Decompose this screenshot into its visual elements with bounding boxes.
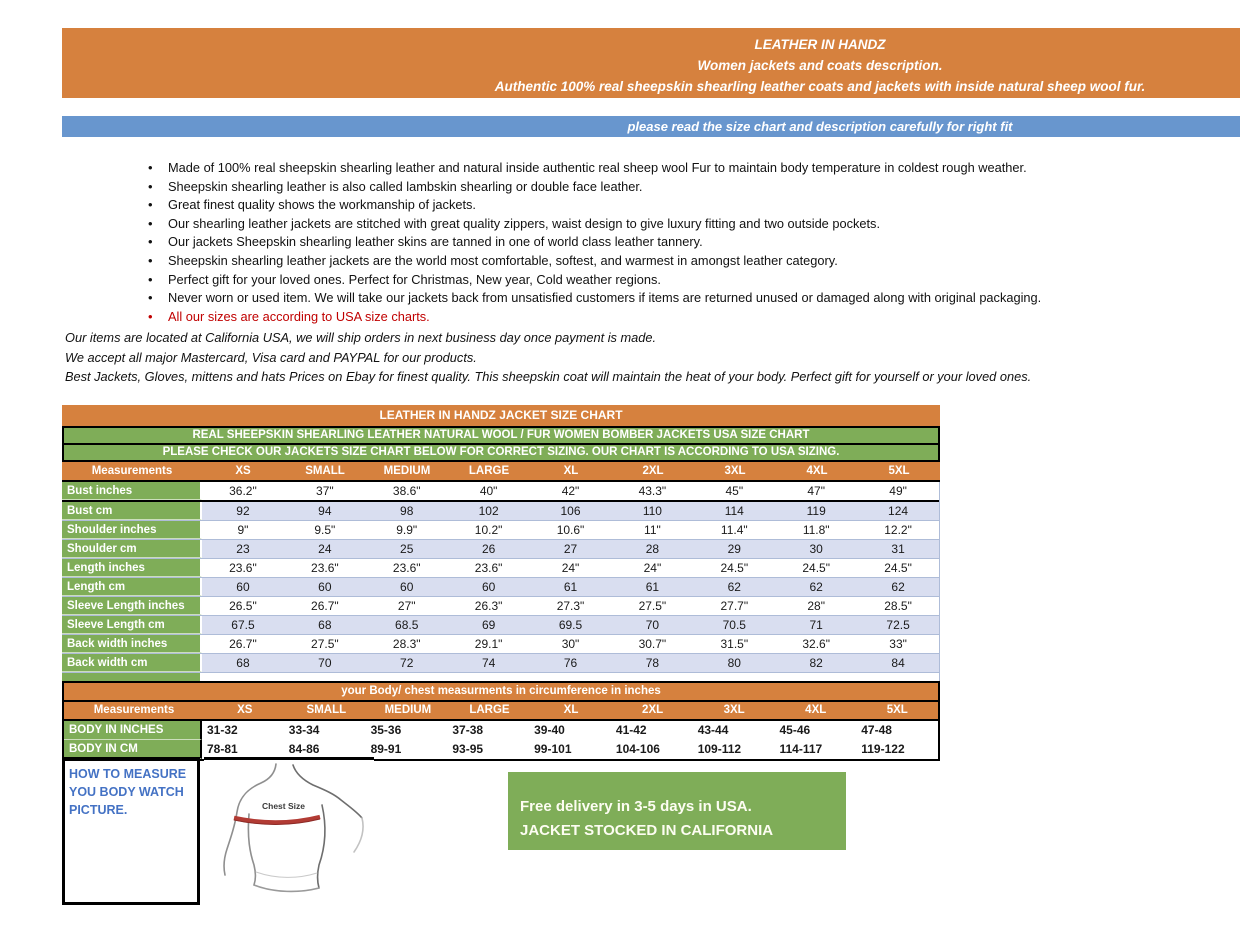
row-label: Sleeve Length cm: [62, 616, 202, 634]
value-cell: 37-38: [452, 723, 484, 737]
intro-line: We accept all major Mastercard, Visa card and PAYPAL for our products.: [65, 349, 477, 365]
row-label: Shoulder cm: [62, 540, 202, 558]
bullet-item: [148, 178, 1178, 197]
body-chart-header-row: [64, 702, 938, 721]
value-cell: 72: [400, 656, 414, 670]
value-cell: 76: [563, 656, 578, 670]
header-cell-size: MEDIUM: [383, 465, 431, 477]
bullet-item-text: Our jackets Sheepskin shearling leather skins are tanned in one of world class leather tannery.: [168, 234, 703, 250]
header-cell-size: 5XL: [888, 465, 910, 477]
size-chart-row: [62, 502, 939, 521]
title-banner: [62, 28, 1240, 98]
size-header-group: [202, 462, 940, 480]
row-label: Length cm: [62, 578, 202, 596]
bullet-item: [148, 233, 1178, 252]
value-cell: 28": [807, 599, 825, 613]
header-cell-size: LARGE: [468, 465, 510, 477]
header-cell-size: XS: [235, 465, 251, 477]
value-cell: 106: [560, 504, 581, 518]
bullet-item: [148, 289, 1178, 308]
bullet-item-text: Never worn or used item. We will take our jackets back from unsatisfied customers if items are returned unused or damaged along with original packaging.: [168, 290, 1042, 306]
body-chart-row: [64, 721, 938, 740]
torso-sketch: [204, 760, 374, 905]
value-cell: 38.6": [392, 484, 421, 498]
value-cell: 33": [889, 637, 907, 651]
value-cell: 49": [889, 484, 907, 498]
bullet-item-text: Perfect gift for your loved ones. Perfect for Christmas, New year, Cold weather regions.: [168, 271, 661, 287]
value-cell: 61: [563, 580, 578, 594]
size-chart-subtitle-2: PLEASE CHECK OUR JACKETS SIZE CHART BELOW FOR CORRECT SIZING. OUR CHART IS ACCORDING TO USA SIZING.: [62, 443, 940, 462]
row-label: BODY IN INCHES: [64, 721, 202, 740]
delivery-line-1: Free delivery in 3-5 days in USA.: [520, 798, 752, 815]
bullet-icon: [148, 308, 168, 327]
value-cell: 39-40: [534, 723, 565, 737]
size-header-group: [204, 702, 938, 719]
bullet-icon: [148, 196, 168, 215]
value-cell: 45": [725, 484, 744, 498]
value-cell: 40": [479, 484, 498, 498]
value-cell: 24": [643, 561, 662, 575]
feature-bullet-list-highlight: [148, 308, 1178, 327]
value-cell: 30: [809, 542, 823, 556]
value-cell: 80: [727, 656, 741, 670]
value-cell: 29.1": [474, 637, 503, 651]
value-cell: 98: [400, 504, 414, 518]
header-cell-size: 4XL: [806, 465, 828, 477]
size-chart-row: [62, 578, 939, 597]
value-cell: 28: [645, 542, 660, 556]
value-cell: 23.6": [474, 561, 503, 575]
bullet-item-text: Sheepskin shearling leather jackets are the world most comfortable, softest, and warmest in amongst leather category.: [168, 252, 838, 268]
value-cell: 84-86: [288, 742, 320, 756]
value-cell: 62: [891, 580, 905, 594]
value-cell: 27.7": [720, 599, 749, 613]
bullet-item-text: Made of 100% real sheepskin shearling leather and natural inside authentic real sheep wool Fur to maintain body temperature in coldest rough weather.: [168, 160, 1027, 175]
value-cell: 23.6": [311, 561, 339, 575]
value-cell: 72.5: [886, 618, 910, 632]
value-cell: 11": [644, 523, 661, 537]
value-cell: 32.6": [802, 637, 830, 651]
value-cell: 27.5": [638, 599, 667, 613]
value-cell: 109-112: [697, 742, 742, 756]
row-label: Shoulder inches: [62, 521, 202, 539]
header-cell-size: 2XL: [642, 704, 664, 716]
value-cell: 11.8": [802, 523, 830, 537]
size-chart-rows: [62, 482, 940, 673]
value-cell: 26.5": [229, 599, 257, 613]
size-chart-row: [62, 654, 939, 673]
row-label: Bust cm: [62, 502, 202, 520]
value-cell: 30.7": [638, 637, 667, 651]
delivery-line-2: JACKET STOCKED IN CALIFORNIA: [520, 822, 774, 839]
value-cell: 10.2": [474, 523, 503, 537]
value-cell: 114: [724, 504, 744, 518]
header-cell-size: XL: [563, 465, 579, 477]
value-cell: 31.5": [720, 637, 749, 651]
value-cell: 24.5": [802, 561, 830, 575]
value-cell: 71: [809, 618, 823, 632]
header-cell-size: 4XL: [805, 704, 827, 716]
value-cell: 69.5: [558, 618, 583, 632]
size-chart-title: LEATHER IN HANDZ JACKET SIZE CHART: [62, 405, 940, 426]
value-cell: 37": [316, 484, 334, 498]
bullet-item: [148, 159, 1178, 178]
size-chart-row: [62, 521, 939, 540]
value-cell: 68.5: [395, 618, 419, 632]
bullet-item-text: Sheepskin shearling leather is also called lambskin shearling or double face leather.: [168, 178, 643, 194]
value-cell: 23: [236, 542, 250, 556]
value-cell: 27: [563, 542, 578, 556]
size-chart-header-row: [62, 462, 940, 482]
value-cell: 60: [318, 580, 332, 594]
value-cell: 60: [236, 580, 250, 594]
intro-line: Our items are located at California USA, we will ship orders in next business day once payment is made.: [65, 330, 657, 345]
value-cell: 9": [237, 523, 249, 537]
value-cell: 94: [318, 504, 332, 518]
size-chart-row: [62, 635, 939, 654]
value-cell: 26.7": [311, 599, 339, 613]
value-cell: 70: [645, 618, 660, 632]
value-cell: 43-44: [697, 723, 729, 737]
bullet-item-text: Our shearling leather jackets are stitched with great quality zippers, waist design to give luxury fitting and two outside pockets.: [168, 215, 881, 231]
value-cell: 60: [481, 580, 496, 594]
row-label: Bust inches: [62, 482, 202, 500]
bullet-item: [148, 215, 1178, 234]
bullet-icon: [148, 215, 168, 234]
intro-paragraph: [65, 328, 1215, 387]
value-cell: 27.3": [556, 599, 585, 613]
value-cell: 12.2": [884, 523, 912, 537]
body-measurement-chart: [62, 681, 940, 761]
value-cell: 110: [642, 504, 662, 518]
header-cell-size: 2XL: [642, 465, 664, 477]
bullet-icon: [148, 178, 168, 197]
banner-description: Authentic 100% real sheepskin shearling leather coats and jackets with inside natural sheep wool fur.: [494, 79, 1146, 94]
value-cell: 31-32: [207, 723, 238, 737]
value-cell: 26.7": [229, 637, 257, 651]
value-cell: 24.5": [884, 561, 912, 575]
value-cell: 68: [318, 618, 332, 632]
value-cell: 99-101: [534, 742, 572, 756]
bullet-icon: [148, 159, 168, 178]
value-cell: 84: [891, 656, 905, 670]
chest-size-label: Chest Size: [262, 801, 305, 811]
value-cell: 70: [318, 656, 332, 670]
bullet-item-text: Great finest quality shows the workmanship of jackets.: [168, 197, 476, 213]
value-cell: 23.6": [392, 561, 421, 575]
bullet-icon: [148, 252, 168, 271]
value-cell: 102: [478, 504, 499, 518]
intro-line: Best Jackets, Gloves, mittens and hats Prices on Ebay for finest quality. This sheepskin coat will maintain the heat of your body. Perfect gift for yourself or your loved ones.: [65, 369, 1032, 384]
value-cell: 62: [809, 580, 823, 594]
row-label: Sleeve Length inches: [62, 597, 202, 615]
value-cell: 114-117: [779, 742, 823, 756]
header-cell-size: XS: [237, 704, 253, 716]
value-cell: 9.9": [396, 523, 418, 537]
how-to-measure-box: HOW TO MEASURE YOU BODY WATCH PICTURE.: [62, 757, 200, 905]
value-cell: 119-122: [861, 742, 905, 756]
brand-title: LEATHER IN HANDZ: [754, 37, 886, 52]
value-cell: 36.2": [229, 484, 257, 498]
header-cell-size: MEDIUM: [384, 704, 432, 716]
value-cell: 78-81: [207, 742, 238, 756]
size-chart-row: [62, 559, 939, 578]
value-cell: 74: [481, 656, 496, 670]
bullet-icon: [148, 233, 168, 252]
size-notice-bar: please read the size chart and description carefully for right fit: [62, 116, 1240, 137]
size-chart-row: [62, 597, 939, 616]
jacket-size-chart: [62, 405, 940, 689]
header-cell-size: LARGE: [469, 704, 510, 716]
bottom-section: [62, 757, 846, 905]
value-cell: 60: [400, 580, 414, 594]
value-cell: 93-95: [452, 742, 484, 756]
row-label: Length inches: [62, 559, 202, 577]
value-cell: 28.5": [884, 599, 912, 613]
value-cell: 35-36: [370, 723, 402, 737]
value-cell: 119: [806, 504, 826, 518]
value-cell: 25: [400, 542, 414, 556]
feature-bullet-list: [148, 159, 1178, 308]
header-cell-size: 3XL: [724, 465, 746, 477]
value-cell: 23.6": [229, 561, 257, 575]
bullet-item: [148, 252, 1178, 271]
value-cell: 11.4": [720, 523, 748, 537]
value-cell: 45-46: [779, 723, 811, 737]
value-cell: 61: [645, 580, 660, 594]
value-cell: 67.5: [231, 618, 255, 632]
value-cell: 47": [807, 484, 825, 498]
value-cell: 70.5: [722, 618, 746, 632]
body-diagram: [204, 757, 374, 905]
bullet-item: [148, 196, 1178, 215]
size-chart-row: [62, 616, 939, 635]
header-cell-measurements: Measurements: [91, 465, 173, 477]
row-label: BODY IN CM: [64, 740, 202, 759]
value-cell: 28.3": [392, 637, 421, 651]
header-cell-size: XL: [563, 704, 579, 716]
bullet-item-text: All our sizes are according to USA size charts.: [168, 309, 430, 324]
row-label: Back width cm: [62, 654, 202, 672]
value-cell: 29: [727, 542, 741, 556]
header-cell-size: 5XL: [886, 704, 908, 716]
bullet-icon: [148, 271, 168, 290]
value-cell: 26: [481, 542, 496, 556]
value-cell: 104-106: [615, 742, 660, 756]
value-cell: 68: [236, 656, 250, 670]
header-cell-size: 3XL: [723, 704, 745, 716]
banner-subtitle: Women jackets and coats description.: [697, 58, 943, 73]
value-cell: 78: [645, 656, 660, 670]
size-chart-row: [62, 540, 939, 559]
header-cell-measurements: Measurements: [93, 704, 175, 716]
value-cell: 30": [561, 637, 580, 651]
value-cell: 24": [561, 561, 580, 575]
value-cell: 43.3": [638, 484, 667, 498]
value-cell: 47-48: [861, 723, 892, 737]
bullet-icon: [148, 289, 168, 308]
value-cell: 82: [809, 656, 823, 670]
size-chart-subtitle-1: REAL SHEEPSKIN SHEARLING LEATHER NATURAL WOOL / FUR WOMEN BOMBER JACKETS USA SIZE CHART: [62, 426, 940, 445]
size-chart-row: [62, 482, 939, 502]
header-cell-size: SMALL: [305, 465, 345, 477]
value-cell: 124: [888, 504, 909, 518]
value-cell: 41-42: [615, 723, 647, 737]
body-chart-title: your Body/ chest measurments in circumference in inches: [64, 683, 938, 702]
value-cell: 9.5": [314, 523, 336, 537]
value-cell: 24.5": [720, 561, 749, 575]
value-cell: 92: [236, 504, 250, 518]
value-cell: 31: [891, 542, 905, 556]
value-cell: 89-91: [370, 742, 402, 756]
value-cell: 27": [397, 599, 416, 613]
value-cell: 33-34: [288, 723, 320, 737]
value-cell: 27.5": [311, 637, 339, 651]
delivery-badge: [508, 772, 846, 850]
value-cell: 62: [727, 580, 741, 594]
value-cell: 26.3": [474, 599, 503, 613]
body-chart-rows: [64, 721, 938, 759]
value-cell: 10.6": [556, 523, 585, 537]
bullet-item-highlight: [148, 308, 1178, 327]
header-cell-size: SMALL: [306, 704, 347, 716]
value-cell: 24: [318, 542, 332, 556]
value-cell: 42": [561, 484, 580, 498]
bullet-item: [148, 271, 1178, 290]
row-label: Back width inches: [62, 635, 202, 653]
value-cell: 69: [481, 618, 496, 632]
